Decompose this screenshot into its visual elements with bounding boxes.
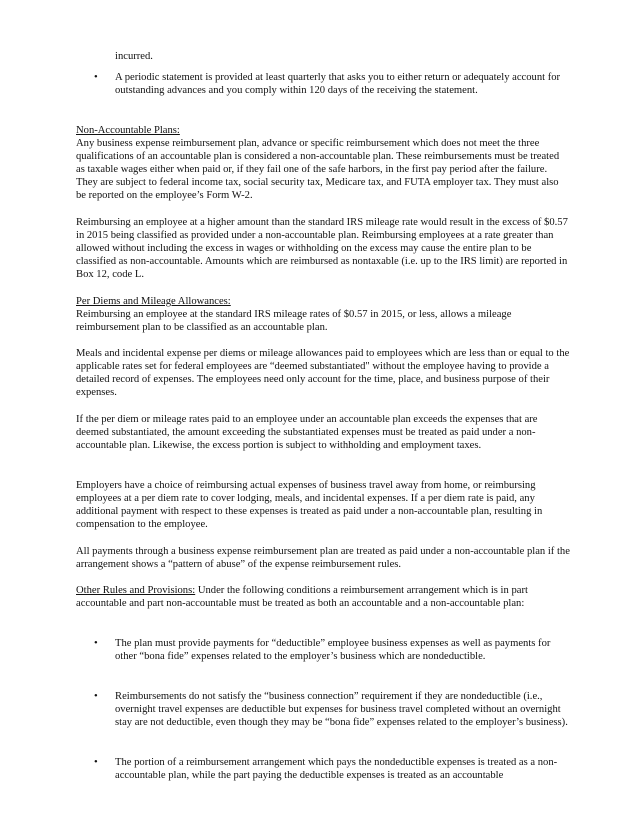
section-per-diems — [76, 295, 570, 334]
bullet-icon: • — [94, 72, 98, 83]
bullet-item-periodic-statement — [94, 71, 570, 97]
bullet-icon: • — [94, 691, 98, 702]
section-heading-per-diems: Per Diems and Mileage Allowances: — [76, 296, 231, 307]
paragraph-deemed-substantiated: Meals and incidental expense per diems or mileage allowances paid to employees which are less than or equal to the applicable rates set for federal employees are “deemed substantiated" without the employee having to provide a detailed record of expenses. The employees need only account for the time, place, and business purpose of their expenses. — [76, 348, 570, 399]
section-heading-other-rules: Other Rules and Provisions: — [76, 585, 196, 596]
bullet-icon: • — [94, 638, 98, 649]
bullet-item-business-connection — [94, 690, 570, 729]
paragraph-mileage-excess: Reimbursing an employee at a higher amount than the standard IRS mileage rate would result in the excess of $0.57 in 2015 being classified as provided under a non-accountable plan. Reimbursing employees at a rate greater than allowed without including the excess in wages or withholding on the excess may cause the entire plan to be classified as non-accountable. Amounts which are reimbursed as nontaxable (i.e. up to the IRS limit) are reported in Box 12, code L. — [76, 217, 568, 281]
continued-bullet-text — [94, 50, 570, 63]
bullet-text: The plan must provide payments for “deductible” employee business expenses as well as payments for other “bona fide” expenses related to the employer’s business which are nondeductible. — [115, 638, 551, 663]
bullet-text: The portion of a reimbursement arrangement which pays the nondeductible expenses is treated as a non-accountable plan, while the part paying the deductible expenses is treated as an accountable — [115, 757, 558, 782]
paragraph-excess-rates: If the per diem or mileage rates paid to an employee under an accountable plan exceeds the expenses that are deemed substantiated, the amount exceeding the substantiated expenses must be treated as paid under a non-accountable plan. Likewise, the excess portion is subject to withholding and employment taxes. — [76, 414, 538, 452]
bullet-icon: • — [94, 757, 98, 768]
paragraph: Reimbursing an employee at the standard IRS mileage rates of $0.57 in 2015, or less, allows a mileage reimbursement plan to be classified as an accountable plan. — [76, 309, 512, 334]
section-heading-non-accountable: Non-Accountable Plans: — [76, 125, 180, 136]
section-other-rules — [76, 584, 570, 610]
continued-text: incurred. — [115, 51, 153, 62]
paragraph-pattern-of-abuse: All payments through a business expense reimbursement plan are treated as paid under a non-accountable plan if the arrangement shows a “pattern of abuse” of the expense reimbursement rules. — [76, 546, 570, 571]
bullet-item-deductible — [94, 637, 570, 663]
bullet-text: Reimbursements do not satisfy the “business connection” requirement if they are nondeductible (i.e., overnight travel expenses are deductible but expenses for business travel completed without an overnight stay are not deductible, even though they may be “bona fide” expenses related to the employer’s business). — [115, 691, 568, 729]
paragraph-actual-expenses: Employers have a choice of reimbursing actual expenses of business travel away from home, or reimbursing employees at a per diem rate to cover lodging, meals, and incidental expenses. If a per diem rate is paid, any additional payment with respect to these expenses is treated as paid under a non-accountable plan, resulting in compensation to the employee. — [76, 480, 543, 531]
bullet-item-nondeductible-portion — [94, 756, 570, 782]
section-intro-text: Under the following conditions a reimbursement arrangement which is in part accountable and part non-accountable must be treated as both an accountable and a non-accountable plan: — [76, 585, 528, 610]
bullet-text: A periodic statement is provided at least quarterly that asks you to either return or adequately account for outstanding advances and you comply within 120 days of the receiving the statement. — [115, 72, 561, 97]
paragraph: Any business expense reimbursement plan, advance or specific reimbursement which does not meet the three qualifications of an accountable plan is considered a non-accountable plan. These reimbursements must be treated as taxable wages either when paid or, if they fail one of the safe harbors, in the first pay period after the failure. They are subject to federal income tax, social security tax, Medicare tax, and FUTA employer tax. They must also be reported on the employee’s Form W-2. — [76, 138, 560, 202]
section-non-accountable — [76, 124, 570, 203]
